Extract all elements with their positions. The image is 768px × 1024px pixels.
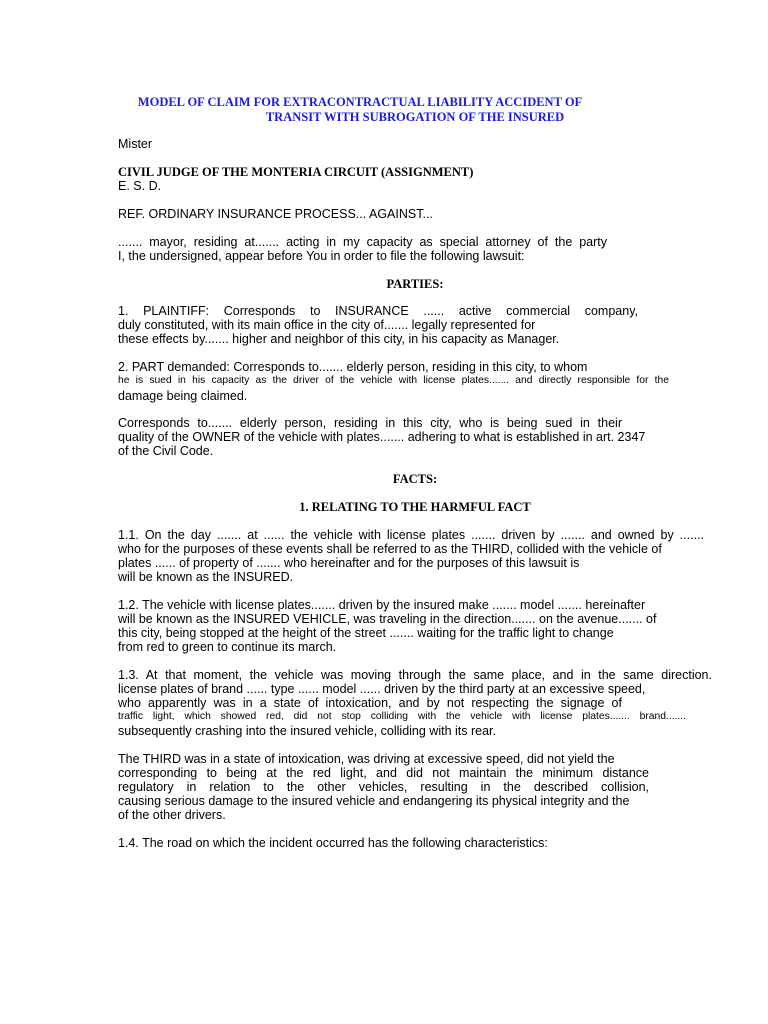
parties-heading: PARTIES: bbox=[386, 277, 444, 291]
fact-1-1-line-1: 1.1. On the day ....... at ...... the vehicle with license plates ....... driven by ....... and owned by ....... bbox=[118, 528, 704, 542]
owner-line-1: Corresponds to....... elderly person, residing in this city, who is being sued in their bbox=[118, 416, 622, 430]
plaintiff-line-3: these effects by....... higher and neighbor of this city, in his capacity as Manager. bbox=[118, 332, 560, 346]
defendant-line-3: damage being claimed. bbox=[118, 389, 248, 403]
intro-line-1: ....... mayor, residing at....... acting in my capacity as special attorney of the party bbox=[118, 235, 607, 249]
document-title bbox=[100, 95, 620, 125]
title-line-2: TRANSIT WITH SUBROGATION OF THE INSURED bbox=[265, 110, 565, 124]
fact-1-2-line-4: from red to green to continue its march. bbox=[118, 640, 337, 654]
fact-1-3-line-5: subsequently crashing into the insured vehicle, colliding with its rear. bbox=[118, 724, 496, 738]
third-paragraph-line-2: corresponding to being at the red light, and did not maintain the minimum distance bbox=[118, 766, 649, 780]
harmful-fact-heading: 1. RELATING TO THE HARMFUL FACT bbox=[299, 500, 531, 514]
facts-heading: FACTS: bbox=[392, 472, 438, 486]
fact-1-2-line-1: 1.2. The vehicle with license plates....... driven by the insured make ....... model ....... hereinafter bbox=[118, 598, 646, 612]
intro-line-2: I, the undersigned, appear before You in order to file the following lawsuit: bbox=[118, 249, 525, 263]
fact-1-4-line: 1.4. The road on which the incident occurred has the following characteristics: bbox=[118, 836, 548, 850]
owner-line-2: quality of the OWNER of the vehicle with plates....... adhering to what is established in art. 2347 bbox=[118, 430, 646, 444]
third-paragraph-line-1: The THIRD was in a state of intoxication, was driving at excessive speed, did not yield the bbox=[118, 752, 615, 766]
fact-1-2-line-3: this city, being stopped at the height of the street ....... waiting for the traffic light to change bbox=[118, 626, 614, 640]
court-addressee: CIVIL JUDGE OF THE MONTERIA CIRCUIT (ASSIGNMENT) bbox=[118, 165, 474, 179]
plaintiff-line-2: duly constituted, with its main office in the city of....... legally represented for bbox=[118, 318, 536, 332]
third-paragraph-line-4: causing serious damage to the insured vehicle and endangering its physical integrity and the bbox=[118, 794, 630, 808]
fact-1-3-line-1: 1.3. At that moment, the vehicle was moving through the same place, and in the same direction. bbox=[118, 668, 712, 682]
owner-line-3: of the Civil Code. bbox=[118, 444, 214, 458]
reference-line: REF. ORDINARY INSURANCE PROCESS... AGAINST... bbox=[118, 207, 433, 221]
fact-1-1-line-3: plates ...... of property of ....... who hereinafter and for the purposes of this lawsuit is bbox=[118, 556, 580, 570]
fact-1-1-line-2: who for the purposes of these events shall be referred to as the THIRD, collided with the vehicle of bbox=[118, 542, 662, 556]
fact-1-3-line-4: traffic light, which showed red, did not stop colliding with the vehicle with license plates....... brand....... bbox=[118, 711, 686, 722]
fact-1-3-line-3: who apparently was in a state of intoxication, and by not respecting the signage of bbox=[118, 696, 622, 710]
defendant-line-2: he is sued in his capacity as the driver of the vehicle with license plates....... and directly responsible for the bbox=[118, 375, 669, 386]
esd-line: E. S. D. bbox=[118, 179, 162, 193]
third-paragraph-line-3: regulatory in relation to the other vehicles, resulting in the described collision, bbox=[118, 780, 649, 794]
plaintiff-line-1: 1. PLAINTIFF: Corresponds to INSURANCE ...... active commercial company, bbox=[118, 304, 638, 318]
fact-1-3-line-2: license plates of brand ...... type ...... model ...... driven by the third party at an excessive speed, bbox=[118, 682, 646, 696]
title-line-1: MODEL OF CLAIM FOR EXTRACONTRACTUAL LIABILITY ACCIDENT OF bbox=[137, 95, 583, 109]
third-paragraph-line-5: of the other drivers. bbox=[118, 808, 226, 822]
fact-1-2-line-2: will be known as the INSURED VEHICLE, was traveling in the direction....... on the avenue....... of bbox=[118, 612, 657, 626]
salutation: Mister bbox=[118, 137, 153, 151]
fact-1-1-line-4: will be known as the INSURED. bbox=[118, 570, 294, 584]
defendant-line-1: 2. PART demanded: Corresponds to....... elderly person, residing in this city, to whom bbox=[118, 360, 588, 374]
